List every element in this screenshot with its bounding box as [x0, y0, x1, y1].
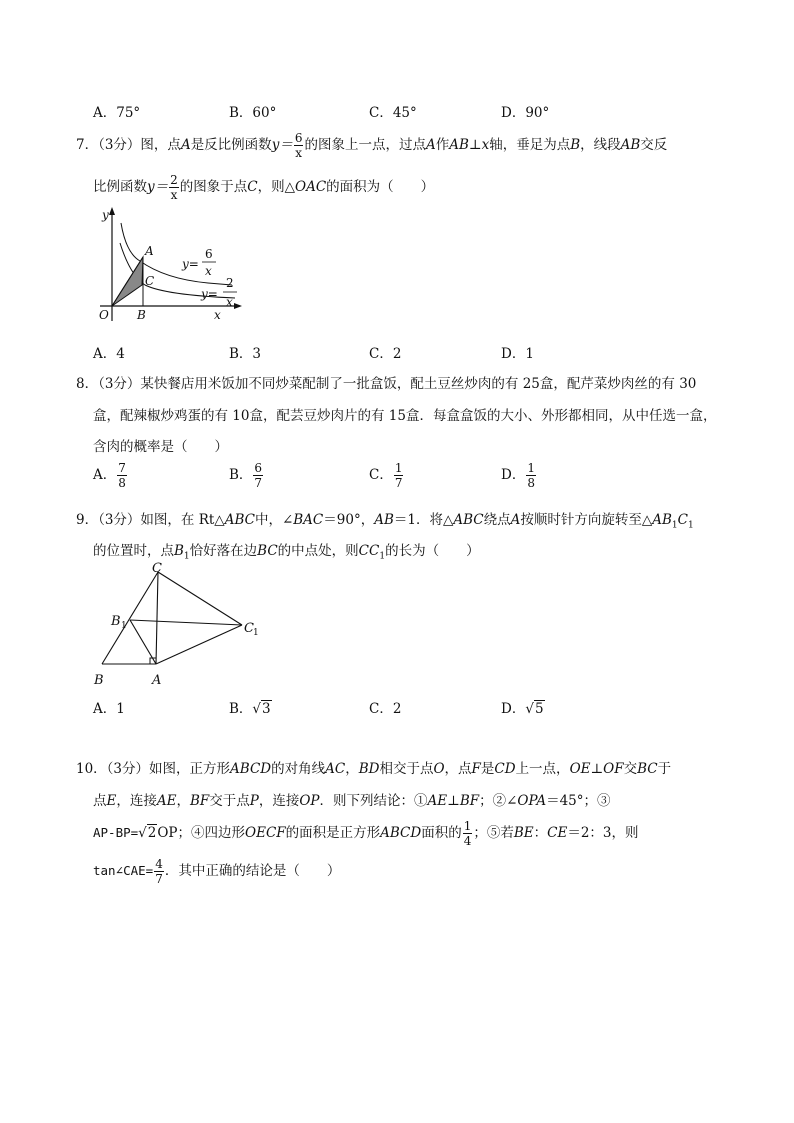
label-a: A [152, 673, 162, 688]
y-axis-arrow [109, 207, 115, 215]
q9-line1: 9．（3分）如图，在 Rt△ABC中，∠BAC＝90°，AB＝1．将△ABC绕点A按顺时针方向旋转至$\triangle AB_1C_1$ [76, 512, 694, 531]
curve2-label-y: y= [201, 287, 218, 301]
q8-line3: 含肉的概率是（ ） [93, 439, 228, 455]
q8-option-b: B． $\frac{6}{7}$ [229, 461, 263, 490]
q10-line2: 点E，连接AE，BF交于点P，连接OP．则下列结论：①AE⊥BF；②∠OPA＝45°；③ [93, 793, 611, 809]
segment-b1c1 [130, 620, 242, 625]
q7-option-b: B．3 [229, 346, 262, 362]
segment-ab1 [130, 620, 156, 664]
q10-line3: AP-BP=√2OP；④四边形OECF的面积是正方形ABCD面积的 $\frac{1}{4}$ ；⑤若BE：CE＝2：3，则 [93, 819, 639, 848]
q9-option-b: B．√3 [229, 701, 271, 717]
curve2-label-den: x [226, 295, 233, 309]
q7-line1: 7．（3分）图，点A是反比例函数y＝ $\frac{6}{x}$ 的图象上一点，过点A作AB⊥x轴，垂足为点B，线段AB交反 [76, 131, 668, 160]
q7-option-d: D．1 [501, 346, 534, 362]
q8-line1: 8．（3分）某快餐店用米饭加不同炒菜配制了一批盒饭，配土豆丝炒肉的有 25盒，配芹菜炒肉丝的有 30 [76, 376, 697, 392]
label-b: B [137, 308, 146, 322]
x-axis-arrow [234, 303, 242, 309]
q6-option-a: A．75° [93, 105, 141, 121]
label-b1: B [111, 614, 121, 629]
q7-figure [90, 205, 250, 327]
segment-cc1 [158, 572, 242, 625]
curve1-label-num: 6 [205, 247, 213, 261]
label-c1: C [244, 621, 254, 636]
segment-ac1 [156, 625, 242, 664]
curve1-label-y: y= [182, 257, 199, 271]
fraction-2-over-x: $\frac{2}{x}$ [170, 173, 178, 202]
label-c: C [152, 561, 162, 576]
q7-line2: 比例函数y＝ $\frac{2}{x}$ 的图象于点C，则△OAC的面积为（ ） [93, 173, 435, 202]
fraction-6-over-x: $\frac{6}{x}$ [294, 131, 303, 160]
q10-line1: 10．（3分）如图，正方形ABCD的对角线AC，BD相交于点O，点F是CD上一点，OE⊥OF交BC于 [76, 761, 672, 777]
q10-line4: tan∠CAE= $\frac{4}{7}$ ．其中正确的结论是（ ） [93, 857, 341, 886]
q9-figure [90, 560, 270, 690]
q9-line2: 的位置时，点$B_1$恰好落在边BC的中点处，则$CC_1$的长为（ ） [93, 543, 480, 562]
label-a: A [145, 244, 154, 258]
q6-option-b: B．60° [229, 105, 277, 121]
q9-option-d: D．√5 [501, 701, 544, 717]
q8-line2: 盒，配辣椒炒鸡蛋的有 10盒，配芸豆炒肉片的有 15盒．每盒盒饭的大小、外形都相同，从中任选一盒， [93, 408, 717, 424]
label-c: C [145, 274, 155, 288]
q8-option-d: D． $\frac{1}{8}$ [501, 461, 535, 490]
svg-text:1: 1 [253, 628, 259, 638]
segment-ac [156, 572, 158, 664]
q6-option-d: D．90° [501, 105, 550, 121]
q6-option-c: C．45° [369, 105, 417, 121]
q9-option-c: C．2 [369, 701, 402, 717]
q9-option-a: A．1 [93, 701, 125, 717]
label-o: O [99, 308, 109, 322]
q8-option-a: A． $\frac{7}{8}$ [93, 461, 126, 490]
q7-option-c: C．2 [369, 346, 402, 362]
label-y: y [102, 208, 109, 222]
label-x: x [214, 308, 221, 322]
q7-option-a: A．4 [93, 346, 125, 362]
svg-text:1: 1 [121, 621, 127, 631]
label-b: B [94, 673, 104, 688]
curve2-label-num: 2 [226, 276, 234, 290]
curve1-label-den: x [205, 264, 212, 278]
q8-option-c: C． $\frac{1}{7}$ [369, 461, 403, 490]
